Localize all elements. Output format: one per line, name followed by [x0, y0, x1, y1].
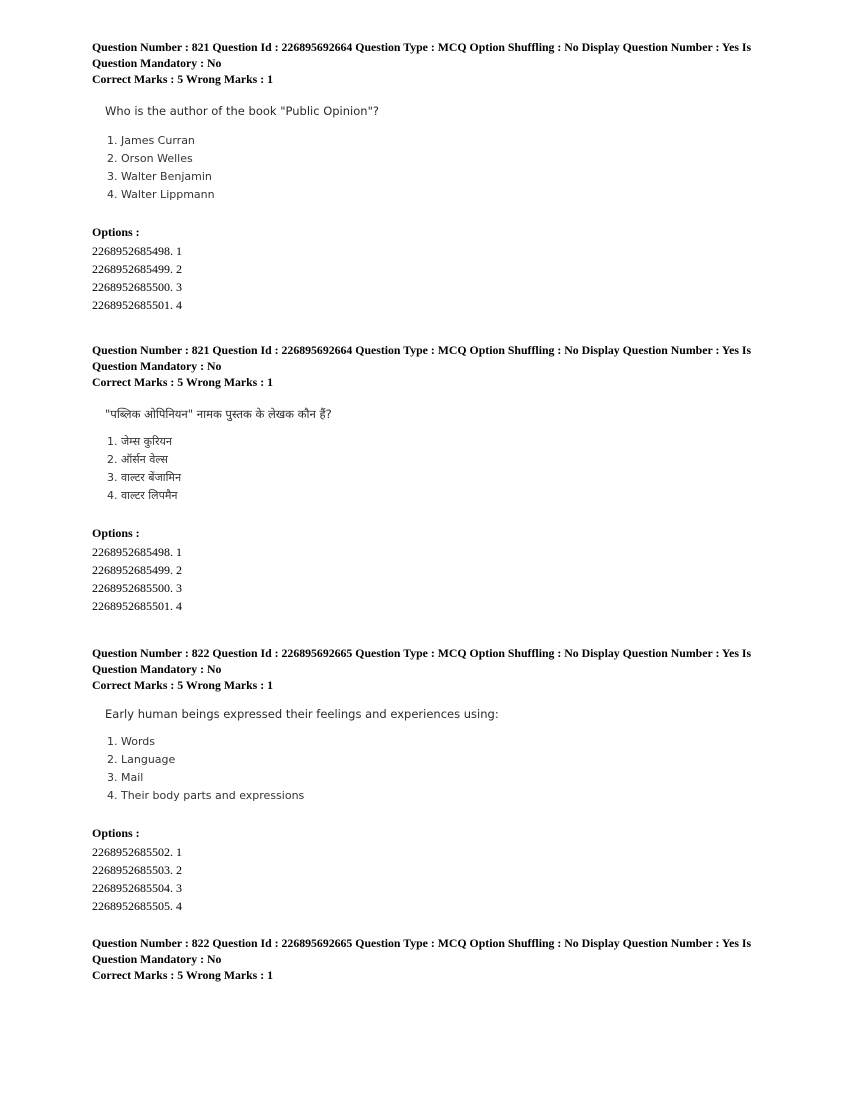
choice-item: 3. वाल्टर बेंजामिन: [107, 471, 182, 484]
question-meta: [92, 39, 772, 87]
marks-line: Correct Marks : 5 Wrong Marks : 1: [92, 678, 273, 692]
question-meta: [92, 935, 772, 983]
choice-item: 4. Walter Lippmann: [107, 188, 215, 201]
choice-item: 1. जेम्स कुरियन: [107, 435, 172, 448]
choice-item: 2. ऑर्सन वेल्स: [107, 453, 168, 466]
choice-item: 4. वाल्टर लिपमैन: [107, 489, 178, 502]
option-id-item: 2268952685500. 3: [92, 280, 182, 294]
question-block: [92, 645, 772, 915]
choice-item: 2. Language: [107, 753, 176, 766]
option-id-item: 2268952685500. 3: [92, 581, 182, 595]
question-meta: [92, 342, 772, 390]
choice-list: [92, 433, 772, 505]
option-id-item: 2268952685501. 4: [92, 298, 182, 312]
option-id-item: 2268952685499. 2: [92, 262, 182, 276]
choice-list: [92, 132, 772, 204]
options-heading: Options :: [92, 526, 140, 540]
choice-item: 1. James Curran: [107, 134, 195, 147]
question-meta-line: Question Number : 821 Question Id : 226895692664 Question Type : MCQ Option Shuffling : No Display Question Number : Yes Is: [92, 40, 752, 54]
question-block: [92, 342, 772, 615]
marks-line: Correct Marks : 5 Wrong Marks : 1: [92, 72, 273, 86]
choice-item: 3. Mail: [107, 771, 144, 784]
question-meta-line: Question Number : 821 Question Id : 226895692664 Question Type : MCQ Option Shuffling : No Display Question Number : Yes Is: [92, 343, 752, 357]
question-meta-line: Question Number : 822 Question Id : 226895692665 Question Type : MCQ Option Shuffling : No Display Question Number : Yes Is: [92, 936, 752, 950]
question-mandatory-line: Question Mandatory : No: [92, 56, 222, 70]
question-meta: [92, 645, 772, 693]
choice-list: [92, 733, 772, 805]
option-id-item: 2268952685503. 2: [92, 863, 182, 877]
question-text: Who is the author of the book "Public Opinion"?: [105, 104, 379, 118]
question-text: Early human beings expressed their feelings and experiences using:: [105, 707, 499, 721]
option-id-item: 2268952685498. 1: [92, 244, 182, 258]
option-id-item: 2268952685505. 4: [92, 899, 182, 913]
question-mandatory-line: Question Mandatory : No: [92, 662, 222, 676]
option-id-list: [92, 242, 772, 314]
option-id-item: 2268952685498. 1: [92, 545, 182, 559]
question-meta-line: Question Number : 822 Question Id : 226895692665 Question Type : MCQ Option Shuffling : No Display Question Number : Yes Is: [92, 646, 752, 660]
option-id-item: 2268952685501. 4: [92, 599, 182, 613]
choice-item: 3. Walter Benjamin: [107, 170, 212, 183]
question-mandatory-line: Question Mandatory : No: [92, 359, 222, 373]
question-block: [92, 39, 772, 314]
marks-line: Correct Marks : 5 Wrong Marks : 1: [92, 375, 273, 389]
question-block: [92, 935, 772, 983]
question-text: "पब्लिक ओपिनियन" नामक पुस्तक के लेखक कौन हैं?: [105, 407, 332, 421]
option-id-item: 2268952685502. 1: [92, 845, 182, 859]
choice-item: 4. Their body parts and expressions: [107, 789, 305, 802]
option-id-item: 2268952685504. 3: [92, 881, 182, 895]
options-heading: Options :: [92, 225, 140, 239]
option-id-list: [92, 843, 772, 915]
option-id-item: 2268952685499. 2: [92, 563, 182, 577]
options-heading: Options :: [92, 826, 140, 840]
question-mandatory-line: Question Mandatory : No: [92, 952, 222, 966]
choice-item: 1. Words: [107, 735, 155, 748]
choice-item: 2. Orson Welles: [107, 152, 193, 165]
marks-line: Correct Marks : 5 Wrong Marks : 1: [92, 968, 273, 982]
option-id-list: [92, 543, 772, 615]
